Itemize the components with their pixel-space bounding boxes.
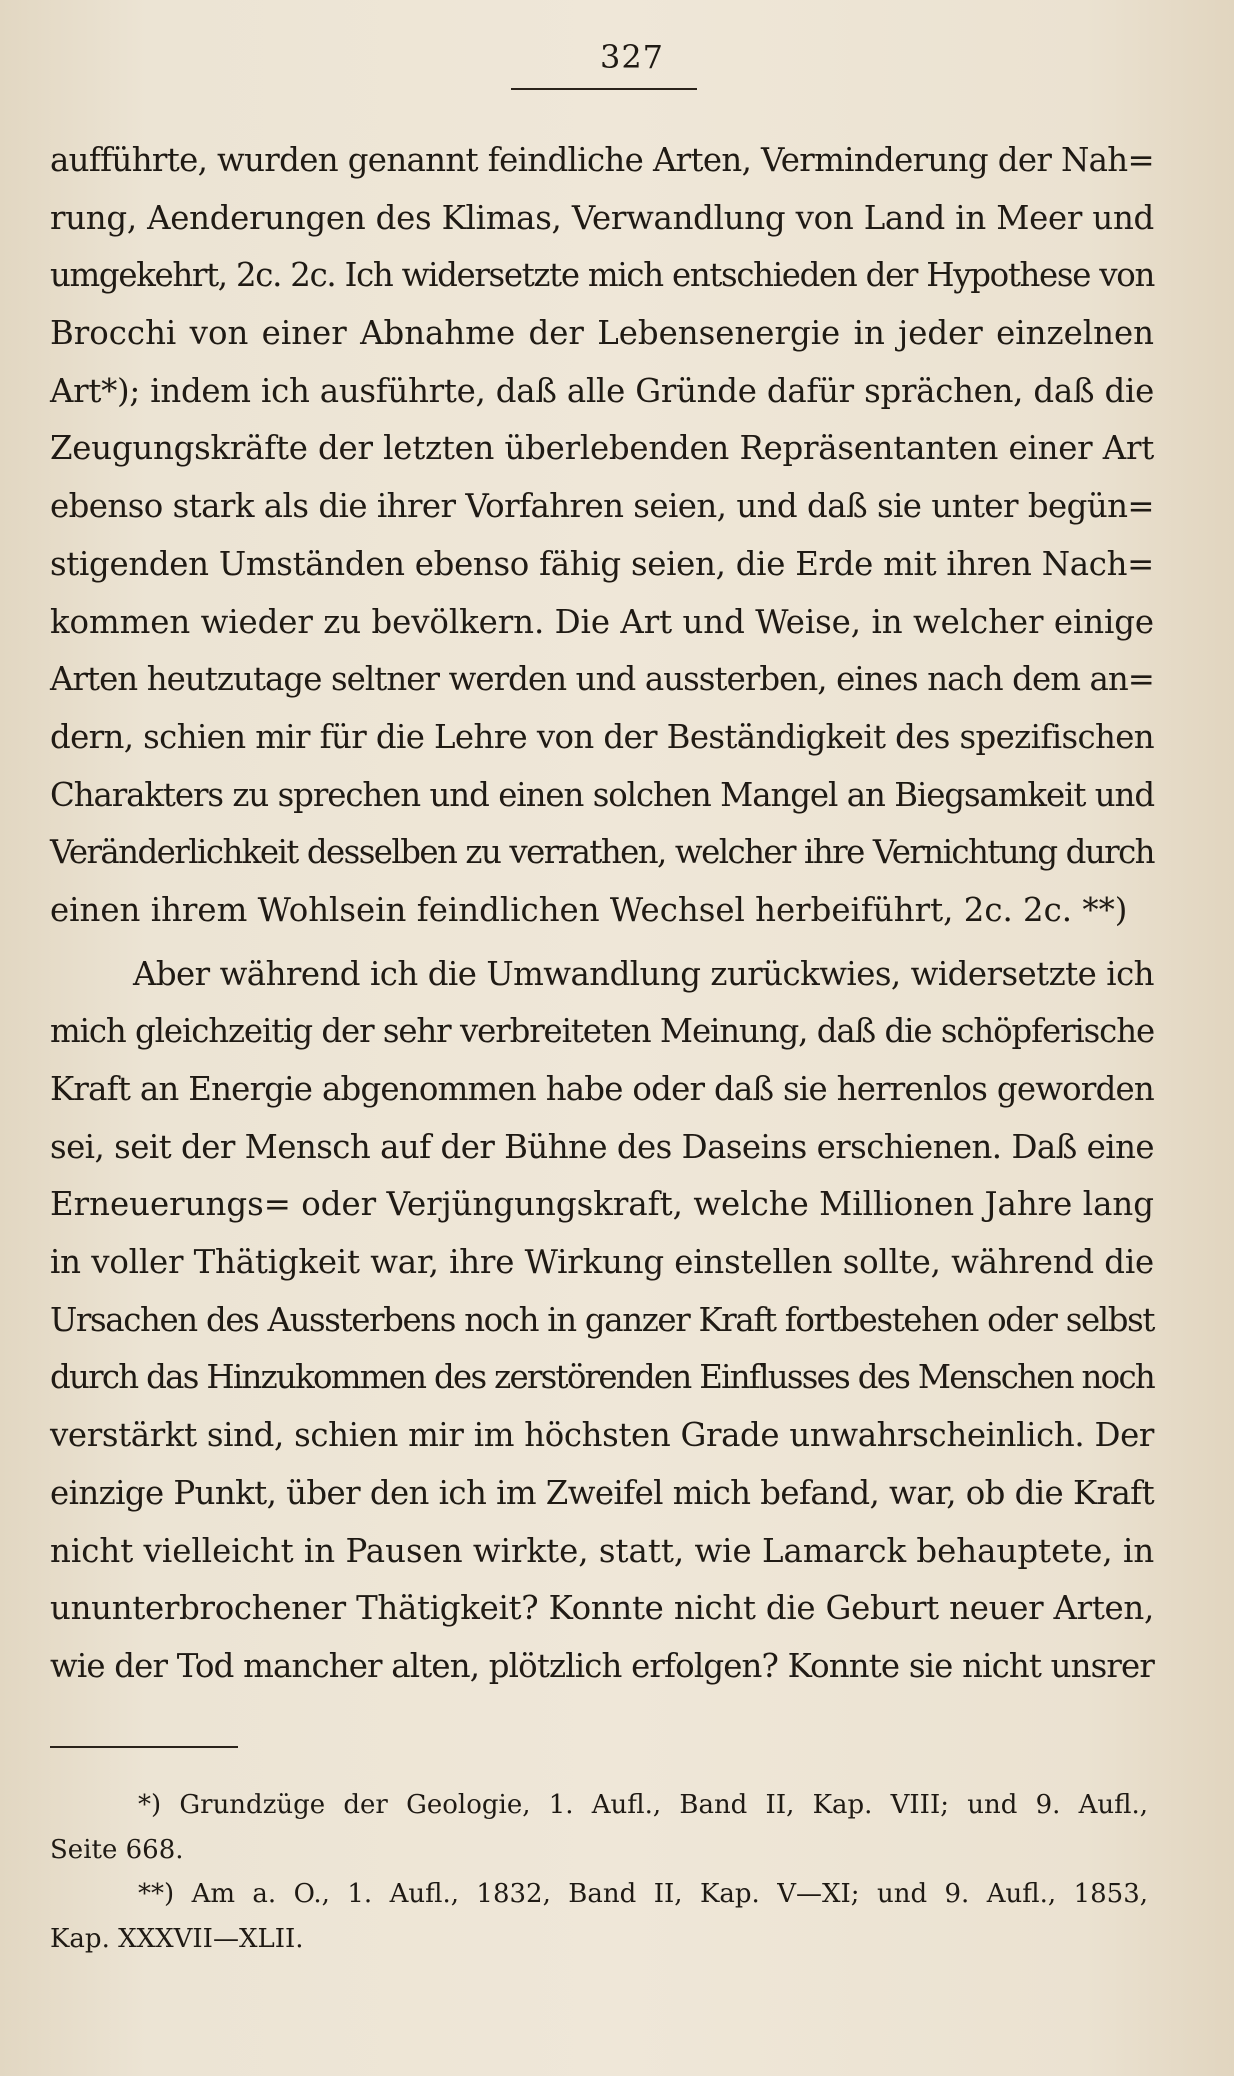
text-line: Veränderlichkeit desselben zu verrathen, welcher ihre Vernichtung durch <box>50 833 1154 872</box>
footnote-line: *) Grundzüge der Geologie, 1. Aufl., Band II, Kap. VIII; und 9. Aufl., <box>138 1790 1148 1820</box>
footnote-line: Kap. XXXVII—XLII. <box>50 1923 304 1954</box>
footnote-line: Seite 668. <box>50 1834 184 1865</box>
text-line: nicht vielleicht in Pausen wirkte, statt, wie Lamarck behauptete, in <box>50 1531 1155 1570</box>
text-line: sei, seit der Mensch auf der Bühne des Daseins erschienen. Daß eine <box>50 1127 1154 1166</box>
text-line: Aber während ich die Umwandlung zurückwies, widersetzte ich <box>133 954 1154 993</box>
text-line: Brocchi von einer Abnahme der Lebensenergie in jeder einzelnen <box>50 314 1154 353</box>
text-line: Erneuerungs= oder Verjüngungskraft, welche Millionen Jahre lang <box>50 1185 1154 1224</box>
text-line: stigenden Umständen ebenso fähig seien, die Erde mit ihren Nach= <box>50 544 1154 583</box>
paragraph-1 <box>50 132 1154 940</box>
text-line: aufführte, wurden genannt feindliche Arten, Verminderung der Nah= <box>50 141 1154 179</box>
body-text <box>50 132 1154 1696</box>
text-line: verstärkt sind, schien mir im höchsten Grade unwahrscheinlich. Der <box>50 1416 1154 1455</box>
text-line: Zeugungskräfte der letzten überlebenden Repräsentanten einer Art <box>50 429 1154 468</box>
paragraph-2 <box>50 946 1154 1696</box>
footnote-rule <box>50 1746 238 1748</box>
text-line: Art*); indem ich ausführte, daß alle Gründe dafür sprächen, daß die <box>50 371 1154 410</box>
text-line: einen ihrem Wohlsein feindlichen Wechsel herbeiführt, 2c. 2c. **) <box>50 890 1128 929</box>
page-number: 327 <box>599 38 665 76</box>
text-line: mich gleichzeitig der sehr verbreiteten Meinung, daß die schöpferische <box>50 1012 1154 1051</box>
text-line: umgekehrt, 2c. 2c. Ich widersetzte mich entschieden der Hypothese von <box>50 256 1154 295</box>
header-rule <box>511 88 697 90</box>
text-line: Arten heutzutage seltner werden und aussterben, eines nach dem an= <box>50 660 1154 699</box>
text-line: wie der Tod mancher alten, plötzlich erfolgen? Konnte sie nicht unsrer <box>50 1646 1154 1685</box>
text-line: rung, Aenderungen des Klimas, Verwandlung von Land in Meer und <box>50 198 1154 237</box>
text-line: Kraft an Energie abgenommen habe oder daß sie herrenlos geworden <box>50 1070 1154 1108</box>
text-line: ebenso stark als die ihrer Vorfahren seien, und daß sie unter begün= <box>50 487 1154 526</box>
text-line: ununterbrochener Thätigkeit? Konnte nicht die Geburt neuer Arten, <box>50 1589 1154 1628</box>
footnote-2 <box>50 1872 1148 1961</box>
footnote-line: **) Am a. O., 1. Aufl., 1832, Band II, Kap. V—XI; und 9. Aufl., 1853, <box>138 1879 1148 1909</box>
text-line: in voller Thätigkeit war, ihre Wirkung einstellen sollte, während die <box>50 1243 1154 1282</box>
text-line: dern, schien mir für die Lehre von der Beständigkeit des spezifischen <box>50 717 1154 756</box>
text-line: einzige Punkt, über den ich im Zweifel mich befand, war, ob die Kraft <box>50 1473 1154 1512</box>
footnotes <box>50 1783 1148 1961</box>
footnote-1 <box>50 1783 1148 1872</box>
text-line: Charakters zu sprechen und einen solchen Mangel an Biegsamkeit und <box>50 775 1154 814</box>
text-line: kommen wieder zu bevölkern. Die Art und Weise, in welcher einige <box>50 602 1154 641</box>
text-line: durch das Hinzukommen des zerstörenden Einflusses des Menschen noch <box>50 1358 1154 1397</box>
text-line: Ursachen des Aussterbens noch in ganzer Kraft fortbestehen oder selbst <box>50 1300 1154 1339</box>
